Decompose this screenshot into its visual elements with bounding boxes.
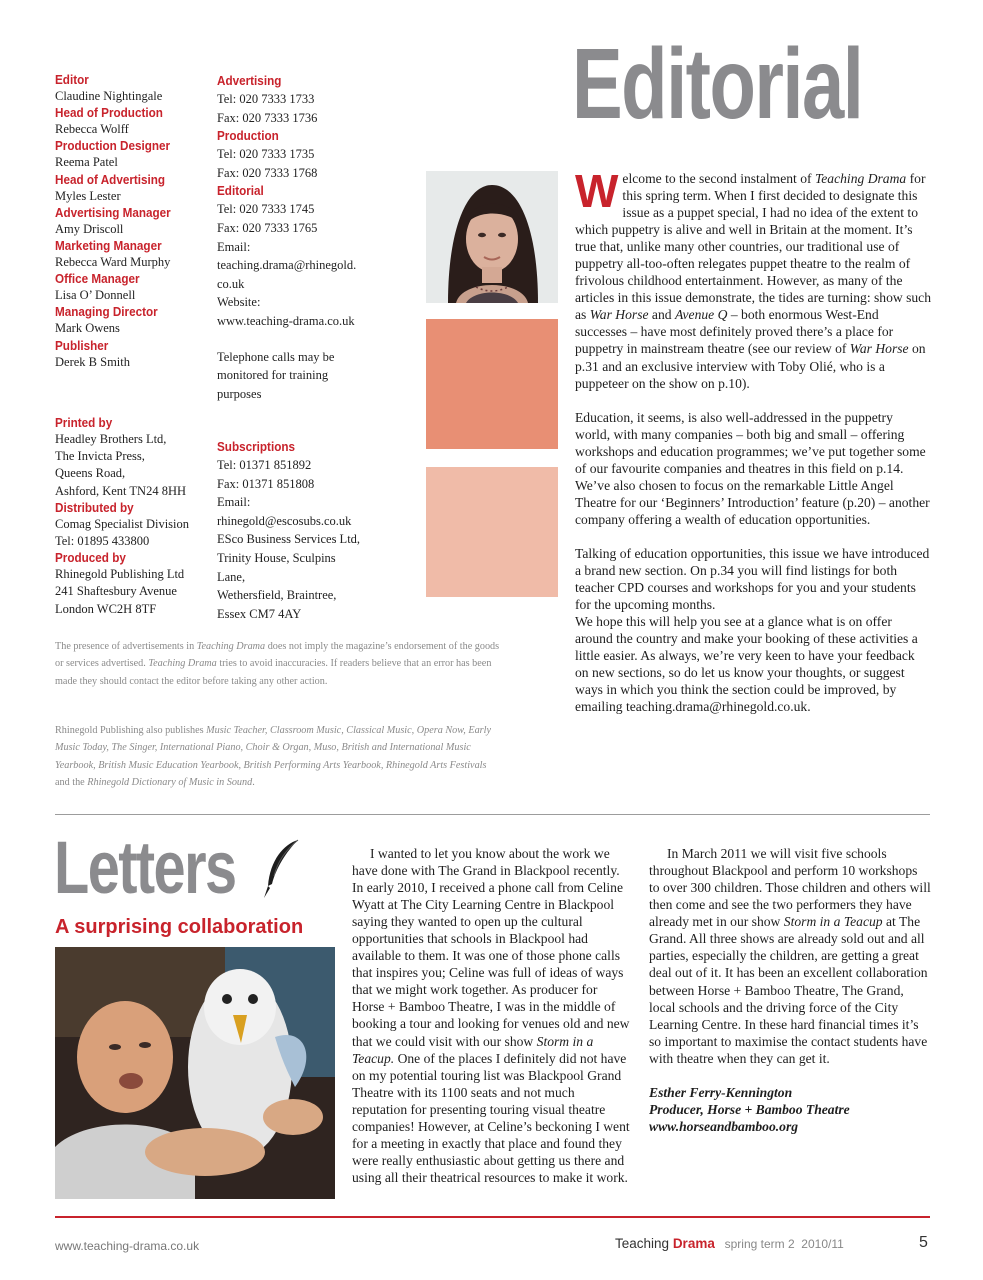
section-divider (55, 814, 930, 815)
footer-rule (55, 1216, 930, 1218)
editorial-heading: Editorial (572, 28, 863, 140)
disclaimer-text: The presence of advertisements in Teaching Drama does not imply the magazine’s endorsement of the goods or services advertised. Teaching Drama tries to avoid inaccuracies. If readers believe that an error has been made they should contact the editor before taking any other action. (55, 641, 500, 687)
publishes-text: Rhinegold Publishing also publishes Music Teacher, Classroom Music, Classical Music, Opera Now, Early Music Today, The Singer, International Piano, Choir & Organ, Muso, British and International Music Yearbook, British Music Education Yearbook, British Performing Arts Yearbook, Rhinegold Arts Festivals and the Rhinegold Dictionary of Music in Sound. (55, 725, 491, 789)
letter-signature: Esther Ferry-Kennington Producer, Horse + Bamboo Theatre www.horseandbamboo.org (649, 1084, 850, 1134)
masthead-entry: Production Designer Reema Patel (55, 138, 171, 170)
masthead-entry: Marketing Manager Rebecca Ward Murphy (55, 238, 171, 270)
masthead-entry: Advertising Manager Amy Driscoll (55, 204, 171, 236)
letter-column-2 (649, 845, 931, 1205)
telephone-note: Telephone calls may be monitored for training purposes (217, 349, 335, 401)
editorial-paragraph: Talking of education opportunities, this issue we have introduced a brand new section. On p.34 you will find listings for both teacher CPD courses and workshops for you and your students for the upcoming months. (575, 545, 930, 613)
masthead-subscriptions: Subscriptions Tel: 01371 851892 Fax: 01371 851808 Email: rhinegold@escosubs.co.uk ESco Business Services Ltd, Trinity House, Sculpins Lane, Wethersfield, Braintree, Essex CM7 4AY (217, 439, 361, 621)
masthead-entry: Printed by Headley Brothers Ltd, The Invicta Press, Queens Road, Ashford, Kent TN24 8HH (55, 415, 187, 498)
masthead-entry: Advertising Tel: 020 7333 1733 Fax: 020 7333 1736 (217, 73, 318, 125)
letters-heading: Letters (54, 826, 236, 909)
masthead-entry: Editor Claudine Nightingale (55, 72, 163, 103)
masthead-entry: Distributed by Comag Specialist Division Tel: 01895 433800 (55, 499, 190, 549)
letter-paragraph: I wanted to let you know about the work we have done with The Grand in Blackpool recently. In early 2010, I received a phone call from Celine Wyatt at The City Learning Centre in Blackpool saying they wanted to open up the cultural opportunities that schools in Blackpool had available to them. It was one of those phone calls that inspires you; Celine was full of ideas of ways that we might work together. As producer for Horse + Bamboo Theatre, I was in the middle of booking a tour and looking for venues old and new that we could visit with our show Storm in a Teacup. One of the places I definitely did not have on my potential touring list was Blackpool Grand Theatre with its 1100 seats and not much reputation for presenting touring visual theatre companies! However, at Celine’s beckoning I went for a meeting in exactly that place and found they were really enthusiastic about getting us there and using all their theatrical resources to make it work. (352, 846, 630, 1185)
masthead-print-info (55, 415, 215, 618)
editor-photo (426, 171, 558, 303)
masthead-entry: Managing Director Mark Owens (55, 304, 158, 336)
page-number: 5 (919, 1234, 928, 1251)
editorial-paragraph: Welcome to the second instalment of Teaching Drama for this spring term. When I first decided to designate this issue as a puppet special, I had no idea of the extent to which puppetry is alive and well in Britain at the moment. It’s true that, unlike many other countries, our traditional use of puppetry all-too-often relegates puppet theatre to the realm of frivolous childhood entertainment. However, as many of the articles in this issue demonstrate, the tides are turning: show such as War Horse and Avenue Q – both enormous West-End successes – have most definitely proved there’s a place for puppetry in mainstream theatre (see our review of War Horse on p.31 and an exclusive interview with Toby Olié, who is a puppeteer on the show on p.10). (575, 165, 932, 391)
footer-url[interactable]: www.teaching-drama.co.uk (55, 1239, 200, 1253)
footer-brand: Teaching Drama spring term 2 2010/11 (615, 1236, 844, 1251)
letter-paragraph: In March 2011 we will visit five schools throughout Blackpool and perform 10 workshops to over 300 children. Those children and others will then come and see the two performers they have already met in our show Storm in a Teacup at The Grand. All three shows are already sold out and all parties, especially the children, are getting a great deal out of it. It has been an excellent collaboration between Horse + Bamboo Theatre, The Grand, local schools and the driving force of the City Learning Centre. In these hard financial times it’s so important to maximise the contact students have with theatre when they can get it. (649, 846, 931, 1066)
color-swatch-coral (426, 319, 558, 449)
letter-column-1 (352, 845, 630, 1205)
masthead-entry: Publisher Derek B Smith (55, 337, 130, 369)
editor-portrait-icon (426, 171, 558, 303)
masthead-contacts (217, 72, 392, 403)
puppet-photo-icon (55, 947, 335, 1199)
masthead-entry: Editorial Tel: 020 7333 1745 Fax: 020 7333 1765 Email: teaching.drama@rhinegold. co.uk Website: www.teaching-drama.co.uk (217, 183, 357, 328)
masthead-entry: Produced by Rhinegold Publishing Ltd 241 Shaftesbury Avenue London WC2H 8TF (55, 550, 185, 616)
masthead-entry: Office Manager Lisa O’ Donnell (55, 271, 140, 303)
letter-photo (55, 947, 335, 1199)
color-swatch-peach (426, 467, 558, 597)
masthead-entry: Head of Advertising Myles Lester (55, 171, 166, 203)
editorial-body (575, 165, 932, 715)
masthead-entry: Production Tel: 020 7333 1735 Fax: 020 7333 1768 (217, 128, 318, 180)
masthead-entry: Head of Production Rebecca Wolff (55, 105, 163, 137)
quill-pen-icon (258, 838, 300, 902)
editorial-paragraph: Education, it seems, is also well-addressed in the puppetry world, with many companies – both big and small – offering workshops and education programmes; we’ve put together some of our favourite companies and theatres in this field on p.14. We’ve also chosen to focus on the remarkable Little Angel Theatre for our ‘Beginners’ Introduction’ feature (p.20) – another company offering a wealth of education opportunities. (575, 409, 930, 527)
drop-cap: W (575, 165, 619, 217)
editorial-paragraph: We hope this will help you see at a glance what is on offer around the country and make your booking of these activities a little easier. As always, we’re very keen to have your feedback on new sections, so do let us know your thoughts, or suggest ways in which you think the section could be improved, by emailing teaching.drama@rhinegold.co.uk. (575, 614, 918, 715)
masthead-staff-list (55, 72, 215, 371)
letters-subtitle: A surprising collaboration (55, 916, 304, 938)
